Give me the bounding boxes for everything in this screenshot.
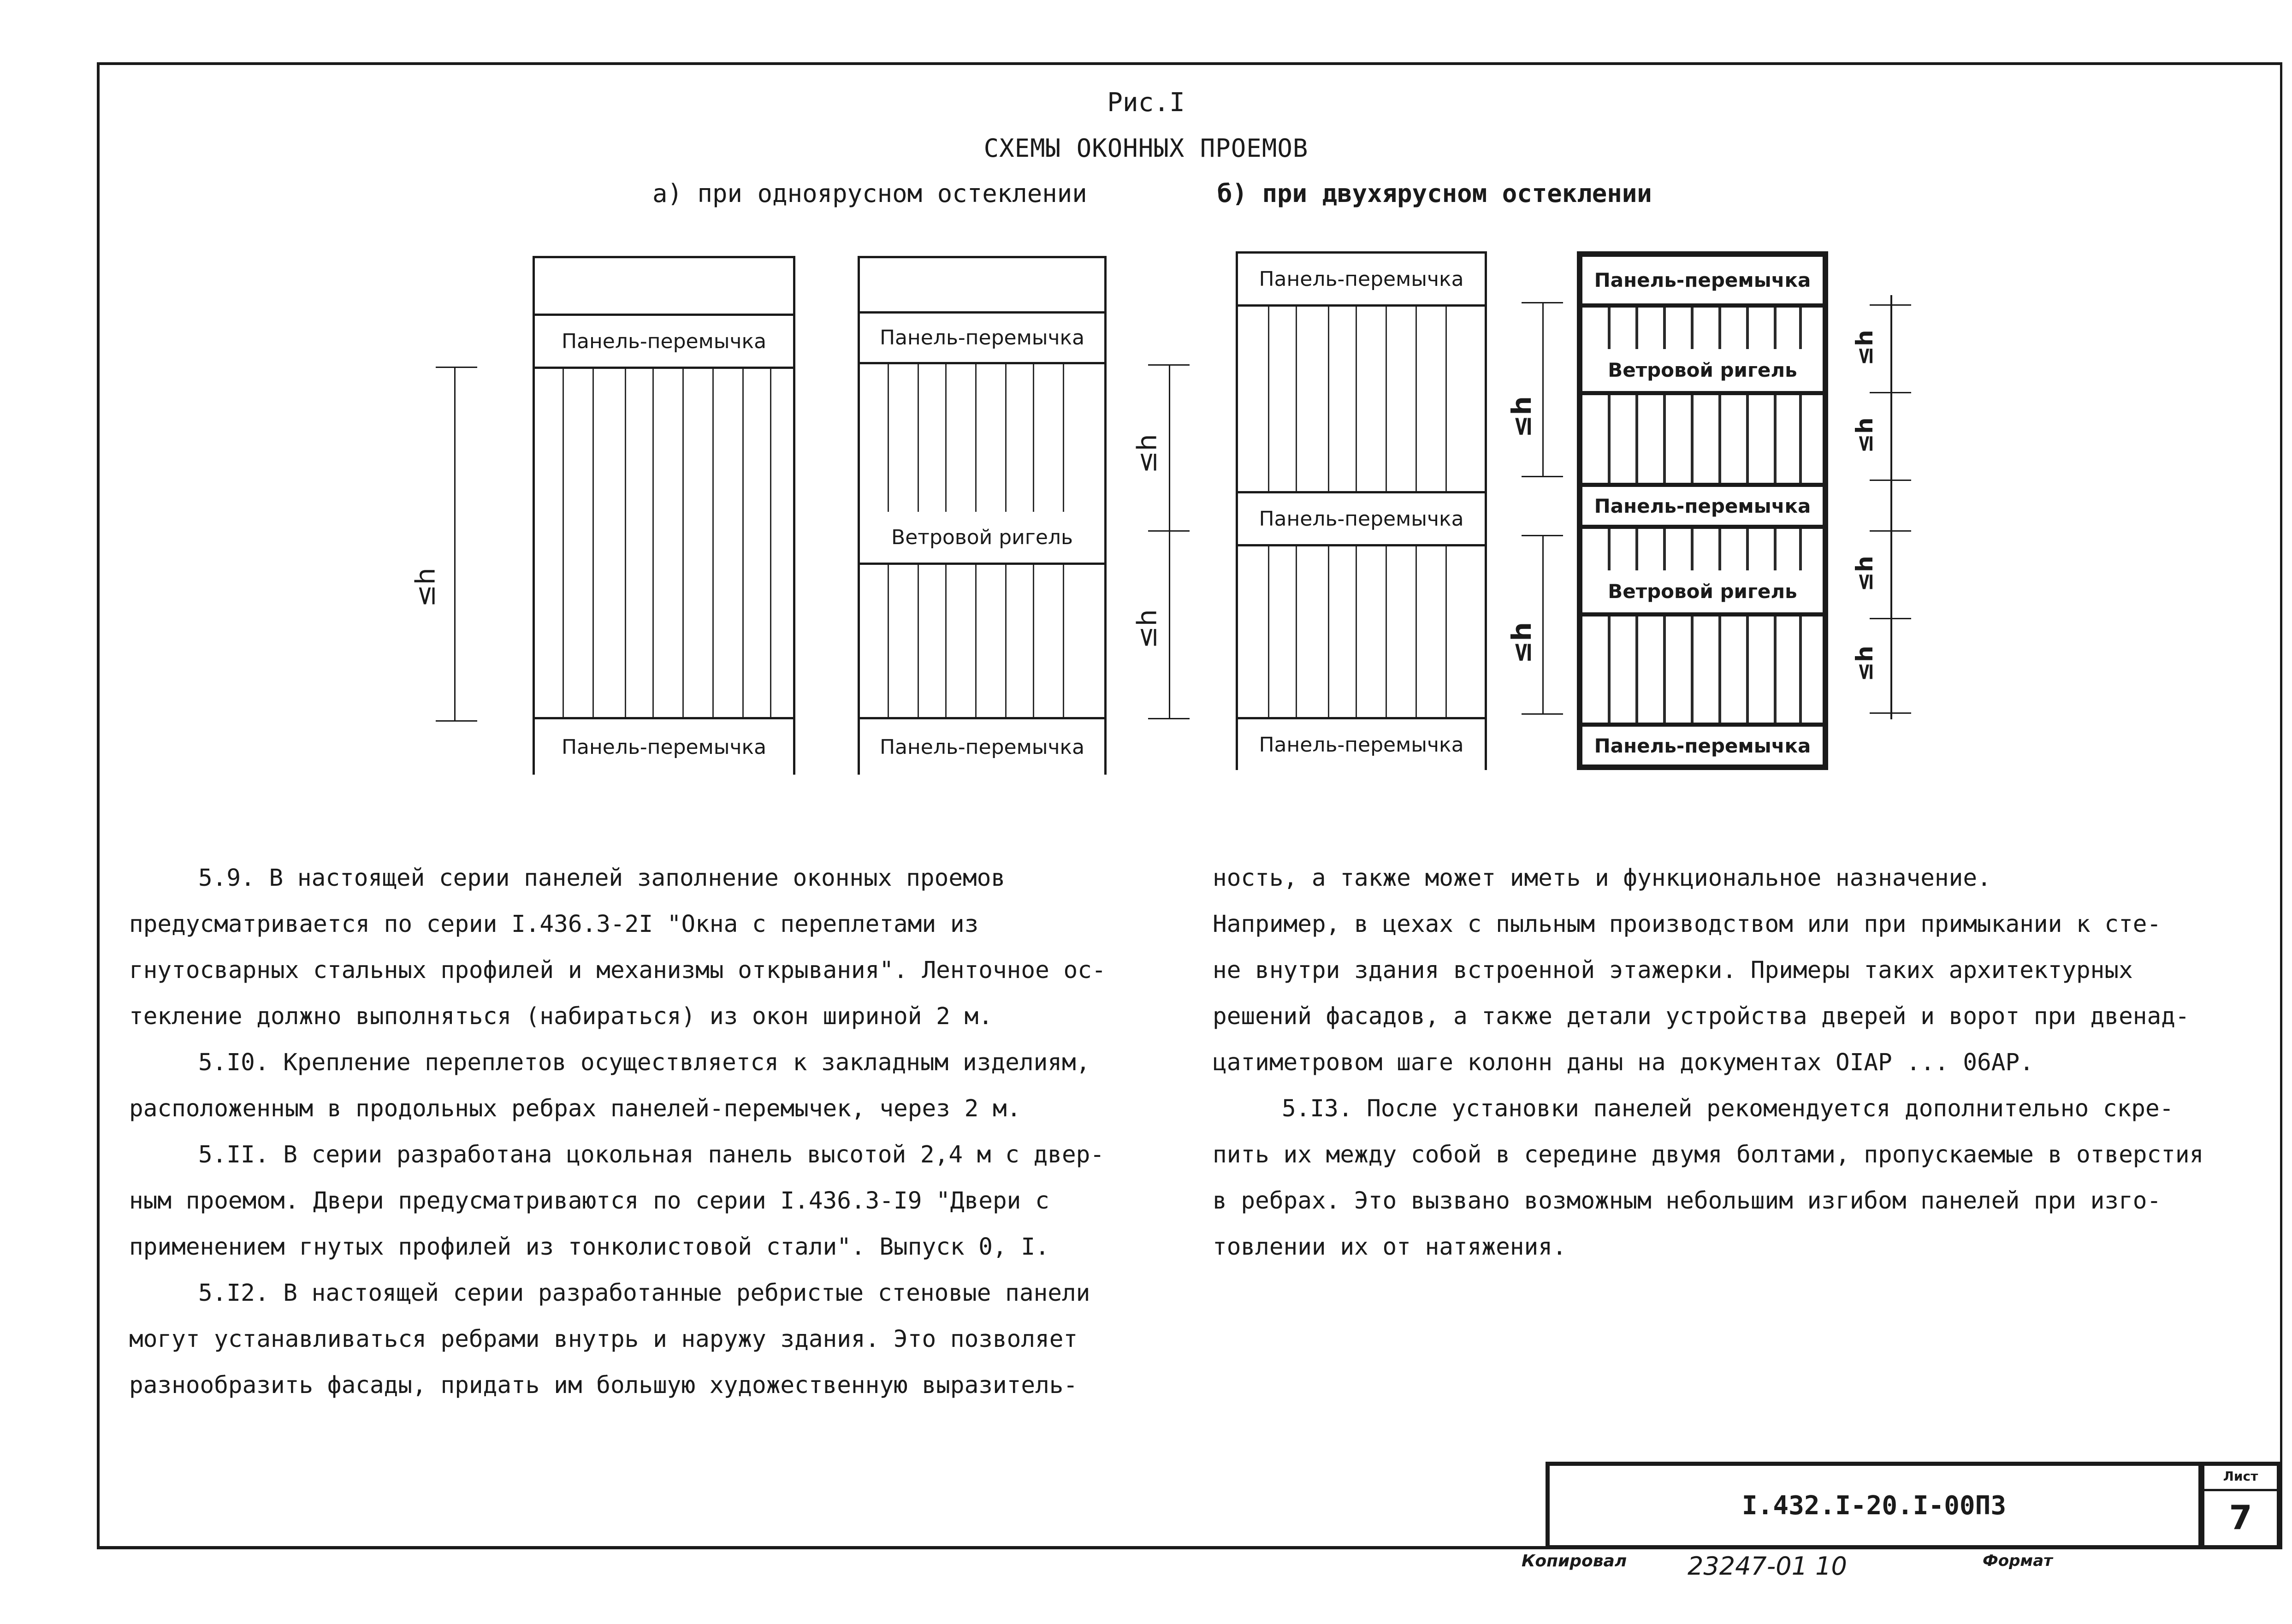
lintel-band: Панель-перемычка: [535, 717, 793, 775]
dimension-label: ≤h: [1505, 622, 1537, 664]
dimension-label: ≤h: [1851, 556, 1878, 592]
dimension-tick: [1522, 713, 1563, 715]
mullion: [1005, 565, 1007, 717]
text-line: товлении их от натяжения.: [1213, 1233, 1567, 1261]
mullion: [1328, 546, 1329, 717]
mullion: [1445, 307, 1447, 491]
text-line: 5.I2. В настоящей серии разработанные ребристые стеновые панели: [198, 1280, 1090, 1307]
mullion: [1718, 616, 1721, 723]
sheet-box: [2203, 1462, 2281, 1549]
mullion: [1774, 308, 1777, 349]
mullion: [682, 369, 684, 717]
mullion: [625, 369, 626, 717]
left-text-column: [129, 855, 1125, 1409]
mullion: [1718, 529, 1721, 570]
text-line: не внутри здания встроенной этажерки. Примеры таких архитектурных: [1213, 957, 2133, 984]
mullion: [1635, 616, 1638, 723]
dimension-label: ≤h: [1131, 434, 1163, 474]
lintel-band: Панель-перемычка: [1238, 254, 1485, 307]
dimension-label: ≤h: [1505, 396, 1537, 438]
dimension-line: [1169, 364, 1170, 719]
mullion: [1415, 307, 1417, 491]
text-line: предусматривается по серии I.436.3-2I "Окна с переплетами из: [129, 911, 979, 938]
mullion: [1296, 307, 1297, 491]
text-line: гнутосварных стальных профилей и механизмы открывания". Ленточное ос-: [129, 957, 1106, 984]
mullion: [652, 369, 654, 717]
mullion: [1663, 395, 1666, 483]
dimension-tick: [1522, 302, 1563, 303]
dimension-tick: [1148, 530, 1190, 532]
text-line: цатиметровом шаге колонн даны на документах OIAP ... 06AP.: [1213, 1049, 2034, 1076]
text-line: 5.9. В настоящей серии панелей заполнение оконных проемов: [198, 865, 1006, 892]
dimension-tick: [1522, 535, 1563, 536]
mullion: [1663, 529, 1666, 570]
text-line: пить их между собой в середине двумя болтами, пропускаемые в отверстия: [1213, 1141, 2204, 1168]
mullion: [1268, 546, 1269, 717]
wind-beam-band: Ветровой ригель: [1582, 570, 1823, 616]
text-line: разнообразить фасады, придать им большую художественную выразитель-: [129, 1372, 1078, 1399]
wind-beam-band: Ветровой ригель: [860, 512, 1104, 565]
mullion: [945, 364, 947, 512]
text-line: ность, а также может иметь и функциональное назначение.: [1213, 865, 1991, 892]
text-line: ным проемом. Двери предусматриваются по серии I.436.3-I9 "Двери с: [129, 1187, 1049, 1215]
mullion: [888, 565, 889, 717]
lintel-band: Панель-перемычка: [860, 717, 1104, 775]
dimension-line: [454, 367, 456, 722]
figure-label: Рис.I: [1107, 88, 1185, 118]
wind-beam-band: Ветровой ригель: [1582, 349, 1823, 395]
dimension-tick: [1870, 304, 1911, 306]
dimension-line: [1542, 535, 1544, 715]
mullion: [1356, 307, 1357, 491]
mullion: [1033, 565, 1034, 717]
text-line: Например, в цехах с пыльным производством или при примыкании к сте-: [1213, 911, 2162, 938]
dimension-tick: [1148, 364, 1190, 366]
mullion: [742, 369, 744, 717]
dimension-tick: [1870, 530, 1911, 532]
mullion: [1635, 529, 1638, 570]
mullion: [1296, 546, 1297, 717]
lintel-band: Панель-перемычка: [1582, 257, 1823, 308]
mullion: [1799, 529, 1802, 570]
dimension-tick: [436, 720, 477, 722]
mullion: [1063, 565, 1064, 717]
mullion: [975, 565, 977, 717]
lintel-band: Панель-перемычка: [1238, 717, 1485, 770]
mullion: [1774, 395, 1777, 483]
mullion: [975, 364, 977, 512]
sheet-number: 7: [2229, 1498, 2252, 1537]
mullion: [1608, 616, 1611, 723]
mullion: [592, 369, 594, 717]
mullion: [1005, 364, 1007, 512]
mullion: [1268, 307, 1269, 491]
mullion: [1063, 364, 1064, 512]
mullion: [1774, 616, 1777, 723]
lintel-band: Панель-перемычка: [860, 311, 1104, 364]
figure-title: СХЕМЫ ОКОННЫХ ПРОЕМОВ: [983, 134, 1309, 163]
scheme-b1: [1236, 251, 1487, 770]
dimension-label: ≤h: [1851, 330, 1878, 366]
lintel-band: Панель-перемычка: [535, 314, 793, 369]
dimension-label: ≤h: [1851, 646, 1878, 682]
dimension-tick: [436, 367, 477, 368]
dimension-tick: [1870, 712, 1911, 714]
mullion: [1691, 529, 1694, 570]
mullion: [563, 369, 564, 717]
mullion: [945, 565, 947, 717]
footer-copied: Копировал: [1522, 1552, 1627, 1571]
lintel-band: Панель-перемычка: [1582, 723, 1823, 765]
dimension-tick: [1870, 618, 1911, 619]
dimension-label: ≤h: [1851, 417, 1878, 453]
mullion: [1718, 308, 1721, 349]
mullion: [1608, 529, 1611, 570]
footer-number: 23247-01 10: [1688, 1552, 1847, 1581]
mullion: [1415, 546, 1417, 717]
mullion: [1746, 616, 1749, 723]
mullion: [1746, 395, 1749, 483]
mullion: [1356, 546, 1357, 717]
text-line: 5.I3. После установки панелей рекомендуется дополнительно скре-: [1282, 1095, 2174, 1122]
subtitle-double-tier: б) при двухярусном остеклении: [1217, 179, 1652, 208]
text-line: 5.II. В серии разработана цокольная панель высотой 2,4 м с двер-: [198, 1141, 1105, 1168]
mullion: [1799, 308, 1802, 349]
mullion: [1799, 395, 1802, 483]
mullion: [1635, 395, 1638, 483]
footer-format: Формат: [1983, 1552, 2053, 1570]
scheme-a1: [533, 256, 795, 775]
mullion: [1663, 308, 1666, 349]
scheme-b2: [1577, 251, 1828, 770]
text-line: применением гнутых профилей из тонколистовой стали". Выпуск 0, I.: [129, 1233, 1049, 1261]
subtitle-single-tier: а) при одноярусном остеклении: [652, 179, 1087, 208]
mullion: [1445, 546, 1447, 717]
right-text-column: [1213, 855, 2255, 1270]
text-line: расположенным в продольных ребрах панелей-перемычек, через 2 м.: [129, 1095, 1021, 1122]
mullion: [1774, 529, 1777, 570]
mullion: [1608, 308, 1611, 349]
mullion: [1663, 616, 1666, 723]
mullion: [770, 369, 771, 717]
dimension-tick: [1148, 718, 1190, 719]
sheet-label: Лист: [2204, 1466, 2277, 1491]
text-line: 5.I0. Крепление переплетов осуществляется к закладным изделиям,: [198, 1049, 1090, 1076]
lintel-band: Панель-перемычка: [1238, 491, 1485, 546]
mullion: [918, 364, 919, 512]
mullion: [1799, 616, 1802, 723]
mullion: [888, 364, 889, 512]
document-code-stamp: I.432.I-20.I-00ПЗ: [1546, 1462, 2203, 1549]
mullion: [1033, 364, 1034, 512]
dimension-line: [1542, 302, 1544, 477]
dimension-label: ≤h: [409, 568, 441, 607]
mullion: [1746, 529, 1749, 570]
text-line: могут устанавливаться ребрами внутрь и наружу здания. Это позволяет: [129, 1326, 1078, 1353]
text-line: в ребрах. Это вызвано возможным небольшим изгибом панелей при изго-: [1213, 1187, 2162, 1215]
dimension-line: [1890, 295, 1892, 719]
mullion: [1691, 616, 1694, 723]
mullion: [1718, 395, 1721, 483]
mullion: [1691, 395, 1694, 483]
dimension-label: ≤h: [1131, 609, 1163, 649]
mullion: [712, 369, 714, 717]
text-line: решений фасадов, а также детали устройства дверей и ворот при двенад-: [1213, 1003, 2190, 1030]
mullion: [1386, 307, 1387, 491]
mullion: [1386, 546, 1387, 717]
mullion: [1608, 395, 1611, 483]
mullion: [1746, 308, 1749, 349]
mullion: [918, 565, 919, 717]
text-line: текление должно выполняться (набираться) из окон шириной 2 м.: [129, 1003, 993, 1030]
scheme-a2: [858, 256, 1107, 775]
dimension-tick: [1870, 392, 1911, 393]
mullion: [1691, 308, 1694, 349]
mullion: [1635, 308, 1638, 349]
lintel-band: Панель-перемычка: [1582, 483, 1823, 529]
mullion: [1328, 307, 1329, 491]
dimension-tick: [1870, 480, 1911, 481]
dimension-tick: [1522, 476, 1563, 477]
